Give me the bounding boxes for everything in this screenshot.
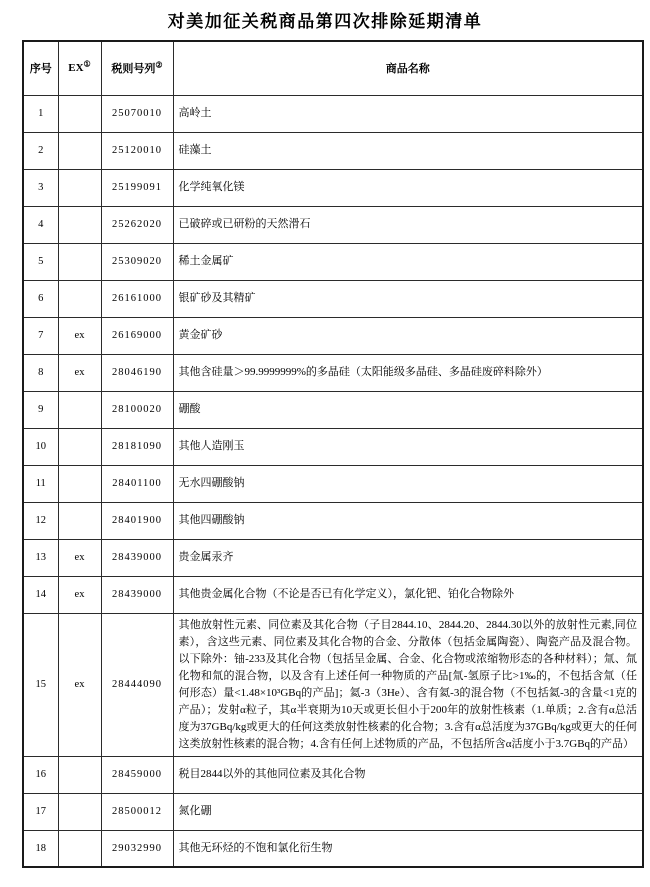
cell-ex-flag: ex — [58, 613, 101, 756]
cell-tariff-code: 29032990 — [101, 830, 173, 867]
cell-seq-no: 1 — [23, 95, 58, 132]
cell-seq-no: 7 — [23, 317, 58, 354]
cell-ex-flag — [58, 465, 101, 502]
cell-tariff-code: 26169000 — [101, 317, 173, 354]
cell-ex-flag — [58, 391, 101, 428]
footnote-marker: ② — [155, 60, 163, 70]
cell-seq-no: 12 — [23, 502, 58, 539]
cell-product-name: 高岭土 — [173, 95, 643, 132]
cell-ex-flag: ex — [58, 354, 101, 391]
cell-tariff-code: 28100020 — [101, 391, 173, 428]
cell-ex-flag — [58, 502, 101, 539]
cell-product-name: 税目2844以外的其他同位素及其化合物 — [173, 756, 643, 793]
cell-ex-flag — [58, 793, 101, 830]
cell-tariff-code: 25309020 — [101, 243, 173, 280]
cell-ex-flag: ex — [58, 576, 101, 613]
cell-seq-no: 9 — [23, 391, 58, 428]
footnote-marker: ① — [83, 59, 91, 69]
cell-product-name: 其他无环烃的不饱和氯化衍生物 — [173, 830, 643, 867]
cell-seq-no: 5 — [23, 243, 58, 280]
cell-ex-flag: ex — [58, 317, 101, 354]
cell-seq-no: 18 — [23, 830, 58, 867]
cell-product-name: 其他贵金属化合物（不论是否已有化学定义），氯化钯、铂化合物除外 — [173, 576, 643, 613]
exclusion-list-table — [22, 40, 644, 868]
cell-tariff-code: 28444090 — [101, 613, 173, 756]
cell-seq-no: 10 — [23, 428, 58, 465]
cell-tariff-code: 26161000 — [101, 280, 173, 317]
cell-tariff-code: 28500012 — [101, 793, 173, 830]
cell-tariff-code: 25262020 — [101, 206, 173, 243]
cell-ex-flag — [58, 756, 101, 793]
cell-product-name: 其他人造刚玉 — [173, 428, 643, 465]
cell-ex-flag — [58, 830, 101, 867]
cell-product-name: 其他四硼酸钠 — [173, 502, 643, 539]
cell-product-name: 化学纯氧化镁 — [173, 169, 643, 206]
cell-tariff-code: 28401900 — [101, 502, 173, 539]
cell-ex-flag — [58, 280, 101, 317]
table-row — [23, 576, 643, 613]
table-row — [23, 317, 643, 354]
cell-ex-flag — [58, 428, 101, 465]
cell-product-name: 稀土金属矿 — [173, 243, 643, 280]
cell-product-name: 硼酸 — [173, 391, 643, 428]
table-row — [23, 539, 643, 576]
table-row — [23, 354, 643, 391]
cell-product-name: 黄金矿砂 — [173, 317, 643, 354]
header-row — [23, 41, 643, 95]
cell-product-name: 银矿砂及其精矿 — [173, 280, 643, 317]
cell-tariff-code: 28459000 — [101, 756, 173, 793]
table-row — [23, 243, 643, 280]
cell-seq-no: 8 — [23, 354, 58, 391]
cell-tariff-code: 28181090 — [101, 428, 173, 465]
cell-ex-flag — [58, 95, 101, 132]
table-row — [23, 793, 643, 830]
cell-seq-no: 4 — [23, 206, 58, 243]
cell-ex-flag: ex — [58, 539, 101, 576]
table-row — [23, 95, 643, 132]
cell-seq-no: 16 — [23, 756, 58, 793]
cell-tariff-code: 25199091 — [101, 169, 173, 206]
cell-tariff-code: 25120010 — [101, 132, 173, 169]
cell-seq-no: 6 — [23, 280, 58, 317]
cell-seq-no: 2 — [23, 132, 58, 169]
table-row — [23, 830, 643, 867]
table-body — [23, 95, 643, 867]
table-row — [23, 428, 643, 465]
table-row — [23, 169, 643, 206]
table-row — [23, 391, 643, 428]
cell-seq-no: 3 — [23, 169, 58, 206]
cell-ex-flag — [58, 169, 101, 206]
cell-product-name: 硅藻土 — [173, 132, 643, 169]
header-tariff-code: 税则号列② — [101, 41, 173, 95]
cell-seq-no: 14 — [23, 576, 58, 613]
page-title: 对美加征关税商品第四次排除延期清单 — [167, 12, 483, 31]
table-row — [23, 280, 643, 317]
cell-product-name: 其他含硅量＞99.9999999%的多晶硅（太阳能级多晶硅、多晶硅废碎料除外） — [173, 354, 643, 391]
cell-seq-no: 15 — [23, 613, 58, 756]
header-ex: EX① — [58, 41, 101, 95]
cell-product-name: 无水四硼酸钠 — [173, 465, 643, 502]
cell-product-name: 已破碎或已研粉的天然滑石 — [173, 206, 643, 243]
table-header — [23, 41, 643, 95]
table-row — [23, 613, 643, 756]
header-product-name: 商品名称 — [173, 41, 643, 95]
cell-ex-flag — [58, 132, 101, 169]
cell-tariff-code: 25070010 — [101, 95, 173, 132]
cell-seq-no: 13 — [23, 539, 58, 576]
cell-ex-flag — [58, 206, 101, 243]
cell-seq-no: 11 — [23, 465, 58, 502]
cell-seq-no: 17 — [23, 793, 58, 830]
cell-ex-flag — [58, 243, 101, 280]
cell-product-name: 贵金属汞齐 — [173, 539, 643, 576]
table-row — [23, 756, 643, 793]
table-row — [23, 465, 643, 502]
table-row — [23, 132, 643, 169]
cell-tariff-code: 28439000 — [101, 576, 173, 613]
table-row — [23, 206, 643, 243]
cell-product-name: 氮化硼 — [173, 793, 643, 830]
cell-product-name: 其他放射性元素、同位素及其化合物（子目2844.10、2844.20、2844.30以外的放射性元素,同位素），含这些元素、同位素及其化合物的合金、分散体（包括金属陶瓷）、陶瓷产品及混合物。以下除外：铀-233及其化合物（包括呈金属、合金、化合物或浓缩物形态的各种材料）；氚、氚化物和氚的混合物，以及含有上述任何一种物质的产品[氚-氢原子比>1‰的，不包括含氚（任何形态）量<1.48×10³GBq的产品]；氦-3（3He）、含有氦-3的混合物（不包括氦-3的含量<1克的产品）；发射α粒子，其α半衰期为10天或更长但小于200年的放射性核素（1.单质；2.含有α总活度为37GBq/kg或更大的任何这类放射性核素的化合物；3.含有α总活度为37GBq/kg或更大的任何这类放射性核素的混合物；4.含有任何上述物质的产品，不包括所含α活度小于3.7GBq的产品） — [173, 613, 643, 756]
cell-tariff-code: 28439000 — [101, 539, 173, 576]
header-seq-no: 序号 — [23, 41, 58, 95]
cell-tariff-code: 28046190 — [101, 354, 173, 391]
table-row — [23, 502, 643, 539]
cell-tariff-code: 28401100 — [101, 465, 173, 502]
